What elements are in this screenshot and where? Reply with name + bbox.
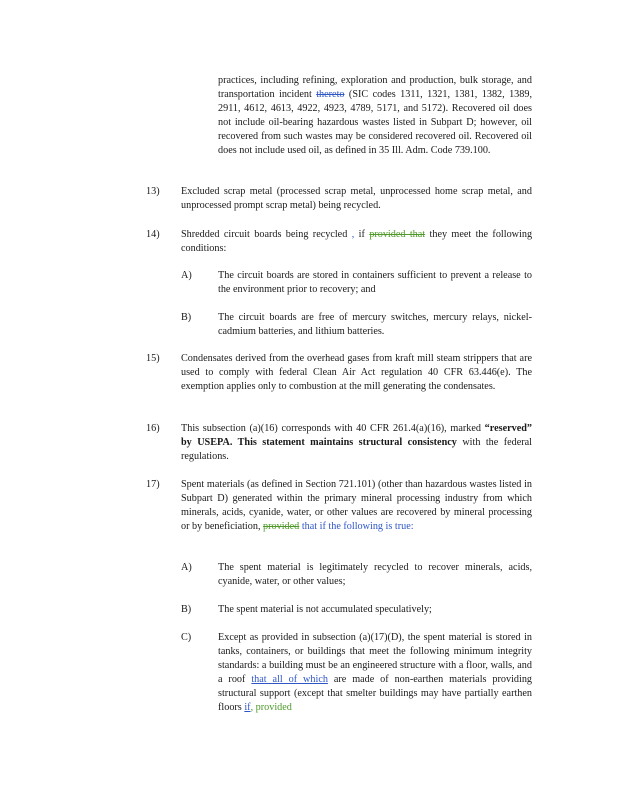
item-number-17: 17) (146, 479, 160, 490)
item-17-text (181, 478, 532, 534)
subitem-17b-text: The spent material is not accumulated speculatively; (218, 604, 432, 615)
item-14-text-a: Shredded circuit boards being recycled (181, 229, 348, 240)
subitem-label-14a: A) (181, 270, 192, 281)
deleted-text: thereto (316, 89, 345, 100)
inserted-text: , provided (250, 702, 292, 713)
item-16-text-a: This subsection (a)(16) corresponds with 40 CFR 261.4(a)(16), marked (181, 423, 481, 434)
subitem-label-17a: A) (181, 562, 192, 573)
subitem-17a-text: The spent material is legitimately recycled to recover minerals, acids, cyanide, water, or other values; (218, 562, 532, 587)
item-16-text (181, 422, 532, 464)
intro-text-a: practices, including refining, exploration and production, bulk storage, and transportation incident (218, 75, 532, 100)
item-number-15: 15) (146, 353, 160, 364)
subitem-label-17c: C) (181, 632, 192, 643)
inserted-text: that if the following is true: (301, 521, 414, 532)
intro-text-b: (SIC codes 1311, 1321, 1381, 1382, 1389, 2911, 4612, 4613, 4922, 4923, 4789, 5171, and 5172). Recovered oil does not include oil-bearing hazardous wastes listed in Subpart D; however, oil recovered from such wastes may be considered recovered oil. Recovered oil does not include used oil, as defined in 35 Ill. Adm. Code 739.100. (218, 89, 533, 156)
subitem-17c-text-a: Except as provided in subsection (a)(17)(D), the spent material is stored in tanks, containers, or buildings that meet the following minimum integrity standards: a building must be an engineered structure with a floor, walls, and a roof (218, 632, 532, 685)
item-16-bold-text: “reserved” by USEPA. This statement maintains structural consistency (181, 423, 532, 448)
subitem-14a-text: The circuit boards are stored in containers sufficient to prevent a release to the environment prior to recovery; and (218, 270, 532, 295)
subitem-label-17b: B) (181, 604, 192, 615)
item-number-13: 13) (146, 186, 160, 197)
item-14-text-b: if (358, 229, 365, 240)
subitem-label-14b: B) (181, 312, 192, 323)
subitem-17c-text (218, 631, 532, 715)
subitem-14b-text: The circuit boards are free of mercury switches, mercury relays, nickel-cadmium batteries, and lithium batteries. (218, 312, 532, 337)
deleted-text: provided (263, 521, 300, 532)
item-13-text: Excluded scrap metal (processed scrap metal, unprocessed home scrap metal, and unprocessed prompt scrap metal) being recycled. (181, 186, 532, 211)
inserted-text: if (244, 702, 251, 713)
subitem-17c-text-b: are made of non-earthen materials providing structural support (except that smelter buildings may have partially earthen floors (218, 674, 533, 713)
deleted-text: provided that (369, 229, 426, 240)
item-number-14: 14) (146, 229, 160, 240)
inserted-text: that all of which (251, 674, 328, 685)
inserted-comma: , (351, 229, 355, 240)
item-14-text-c: they meet the following conditions: (181, 229, 533, 254)
item-17-text-a: Spent materials (as defined in Section 721.101) (other than hazardous wastes listed in Subpart D) generated within the primary mineral processing industry from which minerals, acids, cyanide, water, or other values are recovered by mineral processing or by beneficiation, (181, 479, 532, 532)
item-14-text (181, 228, 532, 256)
item-15-text: Condensates derived from the overhead gases from kraft mill steam strippers that are used to comply with federal Clean Air Act regulation 40 CFR 63.446(e). The exemption applies only to combustion at the mill generating the condensates. (181, 353, 532, 392)
item-number-16: 16) (146, 423, 160, 434)
recovered-oil-continuation (218, 74, 532, 158)
item-16-text-b: with the federal regulations. (181, 437, 533, 462)
